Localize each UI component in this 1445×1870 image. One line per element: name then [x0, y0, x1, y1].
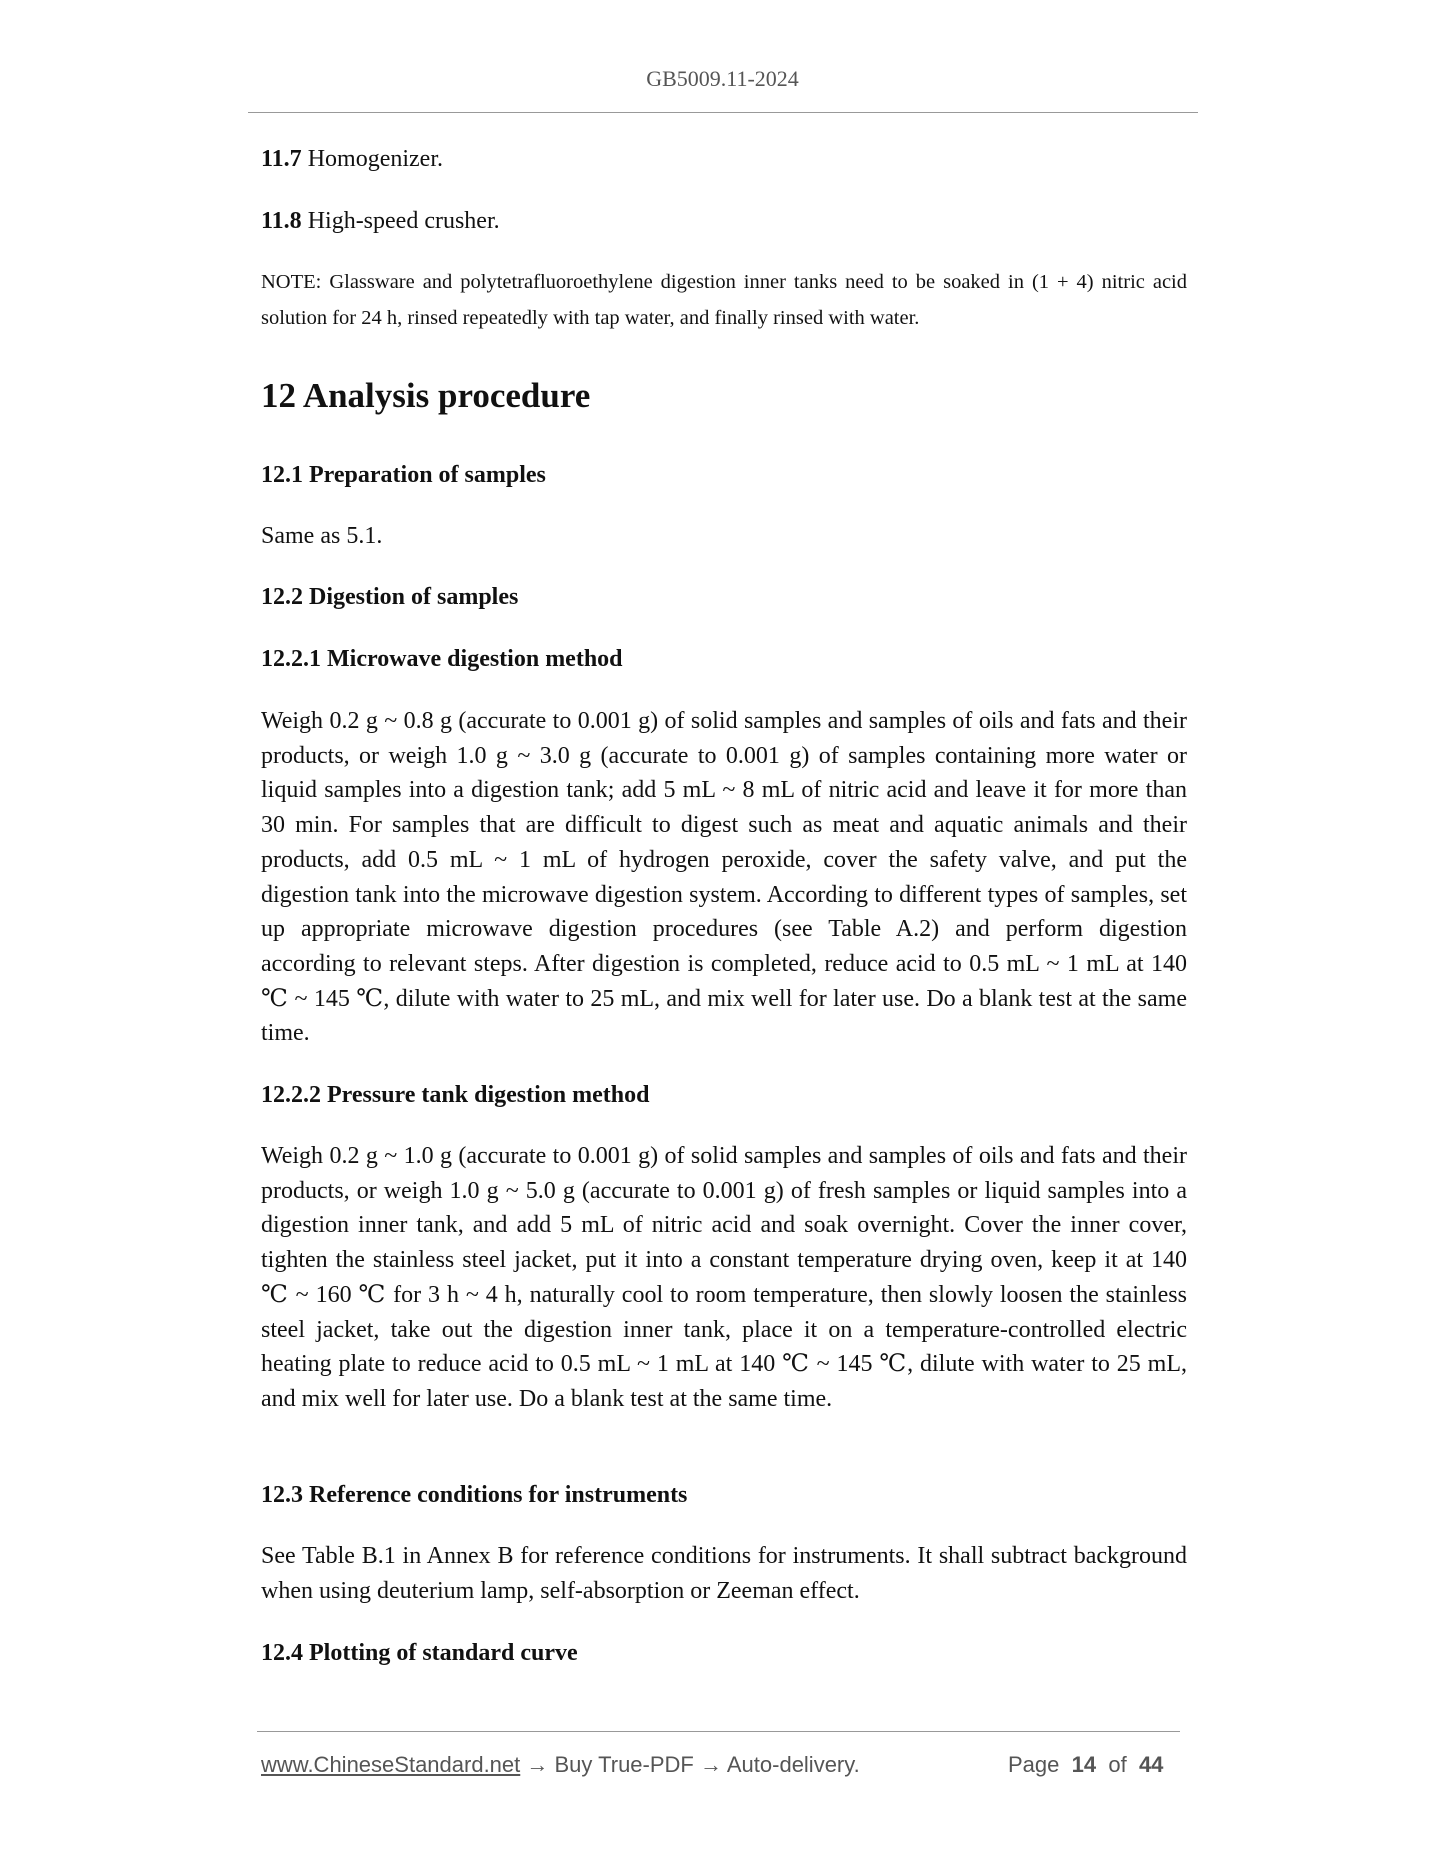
paragraph: Same as 5.1. — [261, 523, 383, 549]
note: NOTE: Glassware and polytetrafluoroethylene digestion inner tanks need to be soaked in (1 + 4) nitric acid solution for 24 h, rinsed repeatedly with tap water, and finally rinsed with water. — [261, 271, 1187, 329]
footer-divider — [257, 1731, 1180, 1732]
subsection-heading: 12.1 Preparation of samples — [261, 462, 546, 488]
item-number: 11.8 — [261, 208, 302, 234]
subsection-heading: 12.2.2 Pressure tank digestion method — [261, 1082, 650, 1108]
list-item — [261, 206, 1187, 236]
section-heading: 12 Analysis procedure — [261, 376, 591, 415]
footer-promo — [261, 1752, 860, 1778]
website-link[interactable]: www.ChineseStandard.net — [261, 1752, 521, 1777]
page-number: 14 — [1071, 1752, 1097, 1777]
subsection-heading: 12.4 Plotting of standard curve — [261, 1640, 578, 1666]
item-text: Homogenizer. — [301, 146, 443, 172]
list-item — [261, 144, 1187, 174]
header-divider — [248, 112, 1198, 113]
item-text: High-speed crusher. — [301, 208, 500, 234]
paragraph: Weigh 0.2 g ~ 0.8 g (accurate to 0.001 g) of solid samples and samples of oils and fats and their products, or weigh 1.0 g ~ 3.0 g (accurate to 0.001 g) of samples containing more water or liquid samples into a digestion tank; add 5 mL ~ 8 mL of nitric acid and leave it for more than 30 min. For samples that are difficult to digest such as meat and aquatic animals and their products, add 0.5 mL ~ 1 mL of hydrogen peroxide, cover the safety valve, and put the digestion tank into the microwave digestion system. According to different types of samples, set up appropriate microwave digestion procedures (see Table A.2) and perform digestion according to relevant steps. After digestion is completed, reduce acid to 0.5 mL ~ 1 mL at 140 ℃ ~ 145 ℃, dilute with water to 25 mL, and mix well for later use. Do a blank test at the same time. — [261, 708, 1187, 1047]
paragraph: See Table B.1 in Annex B for reference conditions for instruments. It shall subtract background when using deuterium lamp, self-absorption or Zeeman effect. — [261, 1543, 1187, 1604]
footer-promo-text: → Buy True-PDF → Auto-delivery. — [520, 1752, 860, 1777]
subsection-heading: 12.2 Digestion of samples — [261, 584, 519, 610]
page-label: Page — [1008, 1752, 1060, 1777]
page-total: 44 — [1138, 1752, 1164, 1777]
paragraph: Weigh 0.2 g ~ 1.0 g (accurate to 0.001 g) of solid samples and samples of oils and fats and their products, or weigh 1.0 g ~ 5.0 g (accurate to 0.001 g) of fresh samples or liquid samples into a digestion inner tank, and add 5 mL of nitric acid and soak overnight. Cover the inner cover, tighten the stainless steel jacket, put it into a constant temperature drying oven, keep it at 140 ℃ ~ 160 ℃ for 3 h ~ 4 h, naturally cool to room temperature, then slowly loosen the stainless steel jacket, take out the digestion inner tank, place it on a temperature-controlled electric heating plate to reduce acid to 0.5 mL ~ 1 mL at 140 ℃ ~ 145 ℃, dilute with water to 25 mL, and mix well for later use. Do a blank test at the same time. — [261, 1143, 1187, 1412]
running-header: GB5009.11-2024 — [646, 66, 799, 91]
item-number: 11.7 — [261, 146, 302, 172]
of-label: of — [1108, 1752, 1127, 1777]
subsection-heading: 12.3 Reference conditions for instruments — [261, 1482, 688, 1508]
subsection-heading: 12.2.1 Microwave digestion method — [261, 646, 623, 672]
page-indicator — [1008, 1752, 1163, 1778]
